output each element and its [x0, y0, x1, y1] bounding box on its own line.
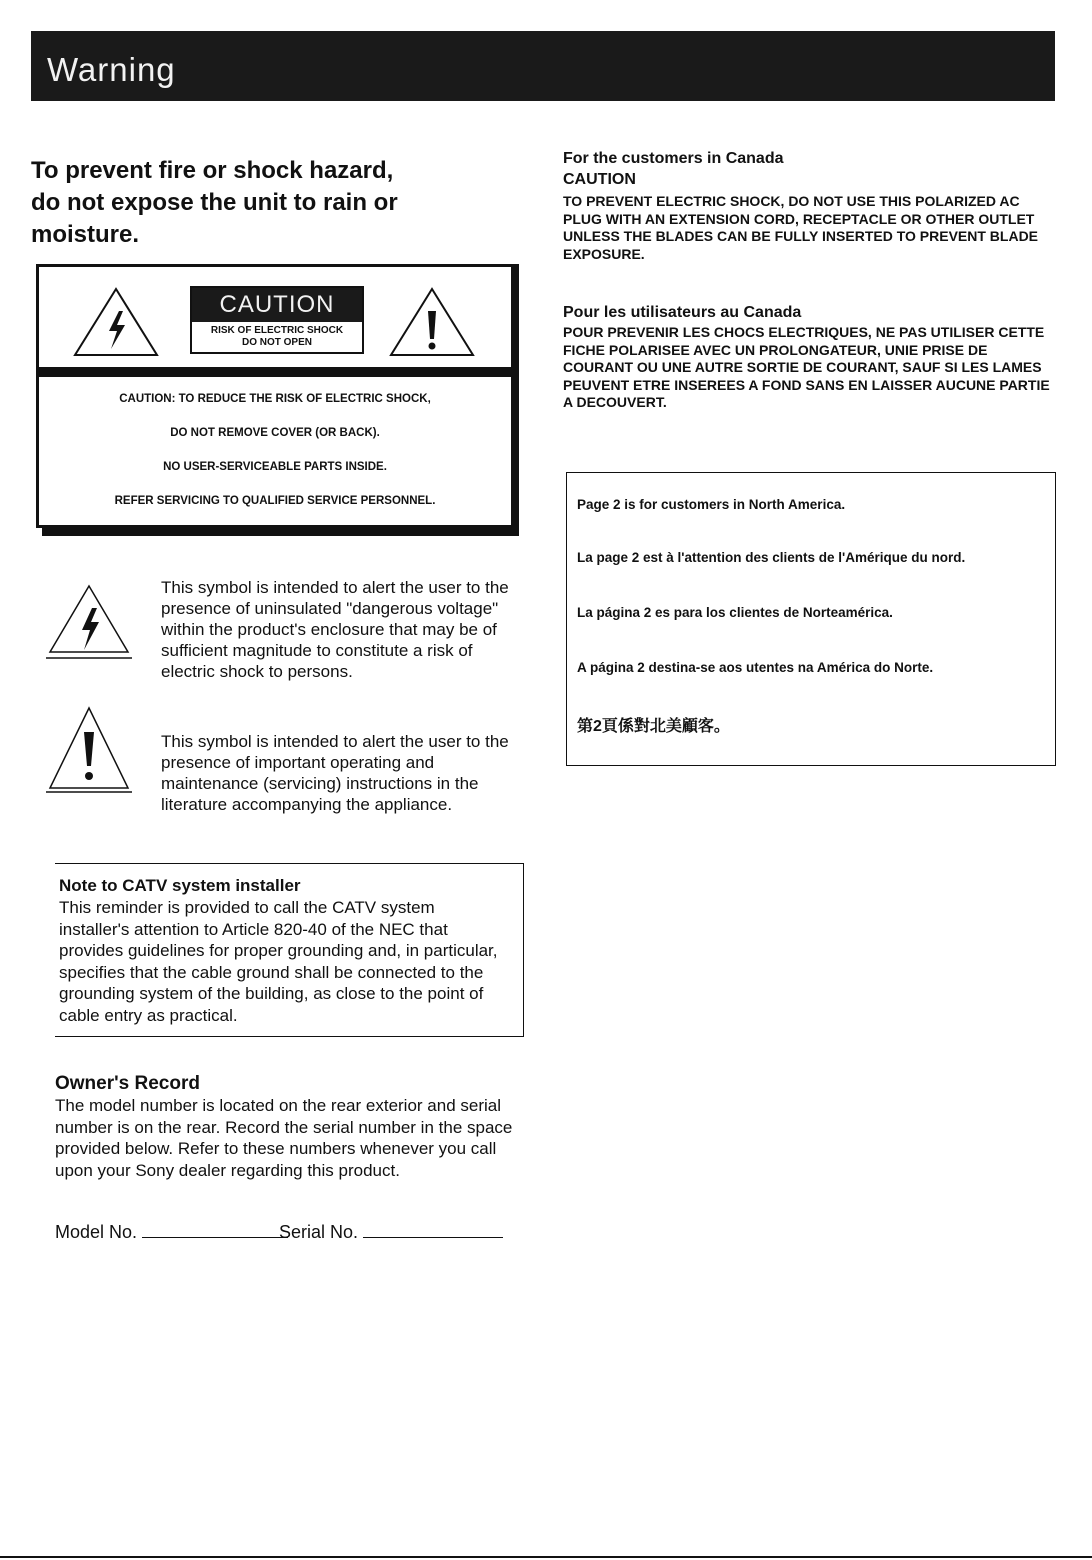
model-number-blank[interactable]	[142, 1223, 288, 1238]
caution-label-top	[39, 267, 511, 369]
model-number-field[interactable]	[55, 1222, 288, 1243]
caution-label	[36, 264, 514, 528]
owners-record-title: Owner's Record	[55, 1073, 200, 1094]
caution-line-1: CAUTION: TO REDUCE THE RISK OF ELECTRIC SHOCK,	[119, 393, 431, 405]
serial-number-blank[interactable]	[363, 1223, 503, 1238]
lightning-warning-icon	[71, 285, 161, 359]
page-title: Warning	[47, 51, 176, 88]
catv-note-box	[55, 863, 524, 1037]
owners-record-body: The model number is located on the rear exterior and serial number is on the rear. Record the serial number in the space provided below. Refer to these numbers whenever you call upon your Sony dealer regarding this product.	[55, 1096, 513, 1180]
lightning-symbol-description: This symbol is intended to alert the user to the presence of uninsulated "dangerous voltage" within the product's enclosure that may be of sufficient magnitude to constitute a risk of electric shock to persons.	[161, 578, 509, 681]
north-america-en: Page 2 is for customers in North America.	[577, 497, 846, 512]
caution-line-3: NO USER-SERVICEABLE PARTS INSIDE.	[163, 461, 387, 473]
canada-en-caution: CAUTION	[563, 171, 636, 188]
north-america-pt: A página 2 destina-se aos utentes na América do Norte.	[577, 660, 934, 675]
caution-label-divider	[39, 367, 511, 377]
canada-fr-body: POUR PREVENIR LES CHOCS ELECTRIQUES, NE PAS UTILISER CETTE FICHE POLARISEE AVEC UN PROLONGATEUR, UNIE PRISE DE COURANT OU UNE AUTRE SORTIE DE COURANT, SAUF SI LES LAMES PEUVENT ETRE INSEREES A FOND SANS EN LAISSER AUCUNE PARTIE A DECOUVERT.	[563, 324, 1050, 410]
catv-note-title: Note to CATV system installer	[59, 876, 301, 895]
canada-en-body: TO PREVENT ELECTRIC SHOCK, DO NOT USE THIS POLARIZED AC PLUG WITH AN EXTENSION CORD, RECEPTACLE OR OTHER OUTLET UNLESS THE BLADES CAN BE FULLY INSERTED TO PREVENT BLADE EXPOSURE.	[563, 193, 1039, 262]
north-america-fr: La page 2 est à l'attention des clients de l'Amérique du nord.	[577, 550, 966, 565]
canada-en-title: For the customers in Canada	[563, 150, 784, 167]
serial-number-field[interactable]	[279, 1222, 503, 1243]
serial-number-label: Serial No.	[279, 1222, 359, 1242]
page-bottom-rule	[0, 1556, 1092, 1558]
headline-line-2: do not expose the unit to rain or	[31, 189, 398, 216]
caution-risk-line-1: RISK OF ELECTRIC SHOCK	[210, 325, 344, 336]
north-america-notice-box	[566, 472, 1056, 766]
caution-risk-line-2: DO NOT OPEN	[241, 337, 312, 348]
caution-label-shadow-bottom	[42, 528, 519, 536]
canada-fr-title: Pour les utilisateurs au Canada	[563, 304, 802, 321]
caution-risk-text	[192, 325, 362, 349]
exclamation-symbol-icon	[44, 704, 134, 794]
exclamation-symbol-description: This symbol is intended to alert the user to the presence of important operating and maintenance (servicing) instructions in the literature accompanying the appliance.	[161, 732, 509, 814]
exclamation-warning-icon	[387, 285, 477, 359]
caution-label-shadow-right	[514, 264, 519, 536]
caution-instructions	[39, 389, 511, 525]
warning-header-bar	[31, 31, 1055, 101]
model-number-label: Model No.	[55, 1222, 138, 1242]
catv-note-body: This reminder is provided to call the CATV system installer's attention to Article 820-40 of the NEC that provides guidelines for proper grounding and, in particular, specifies that the cable ground shall be connected to the grounding system of the building, as close to the point of cable entry as practical.	[59, 898, 498, 1025]
north-america-zh: 第2頁係對北美顧客。	[577, 718, 730, 735]
caution-box	[190, 286, 364, 354]
north-america-es: La página 2 es para los clientes de Norteamérica.	[577, 605, 893, 620]
fire-shock-headline	[31, 155, 501, 251]
lightning-symbol-icon	[44, 576, 134, 666]
caution-word: CAUTION	[192, 288, 362, 322]
headline-line-3: moisture.	[31, 221, 140, 248]
caution-line-2: DO NOT REMOVE COVER (OR BACK).	[170, 427, 380, 439]
headline-line-1: To prevent fire or shock hazard,	[31, 157, 394, 184]
caution-line-4: REFER SERVICING TO QUALIFIED SERVICE PERSONNEL.	[114, 495, 436, 507]
